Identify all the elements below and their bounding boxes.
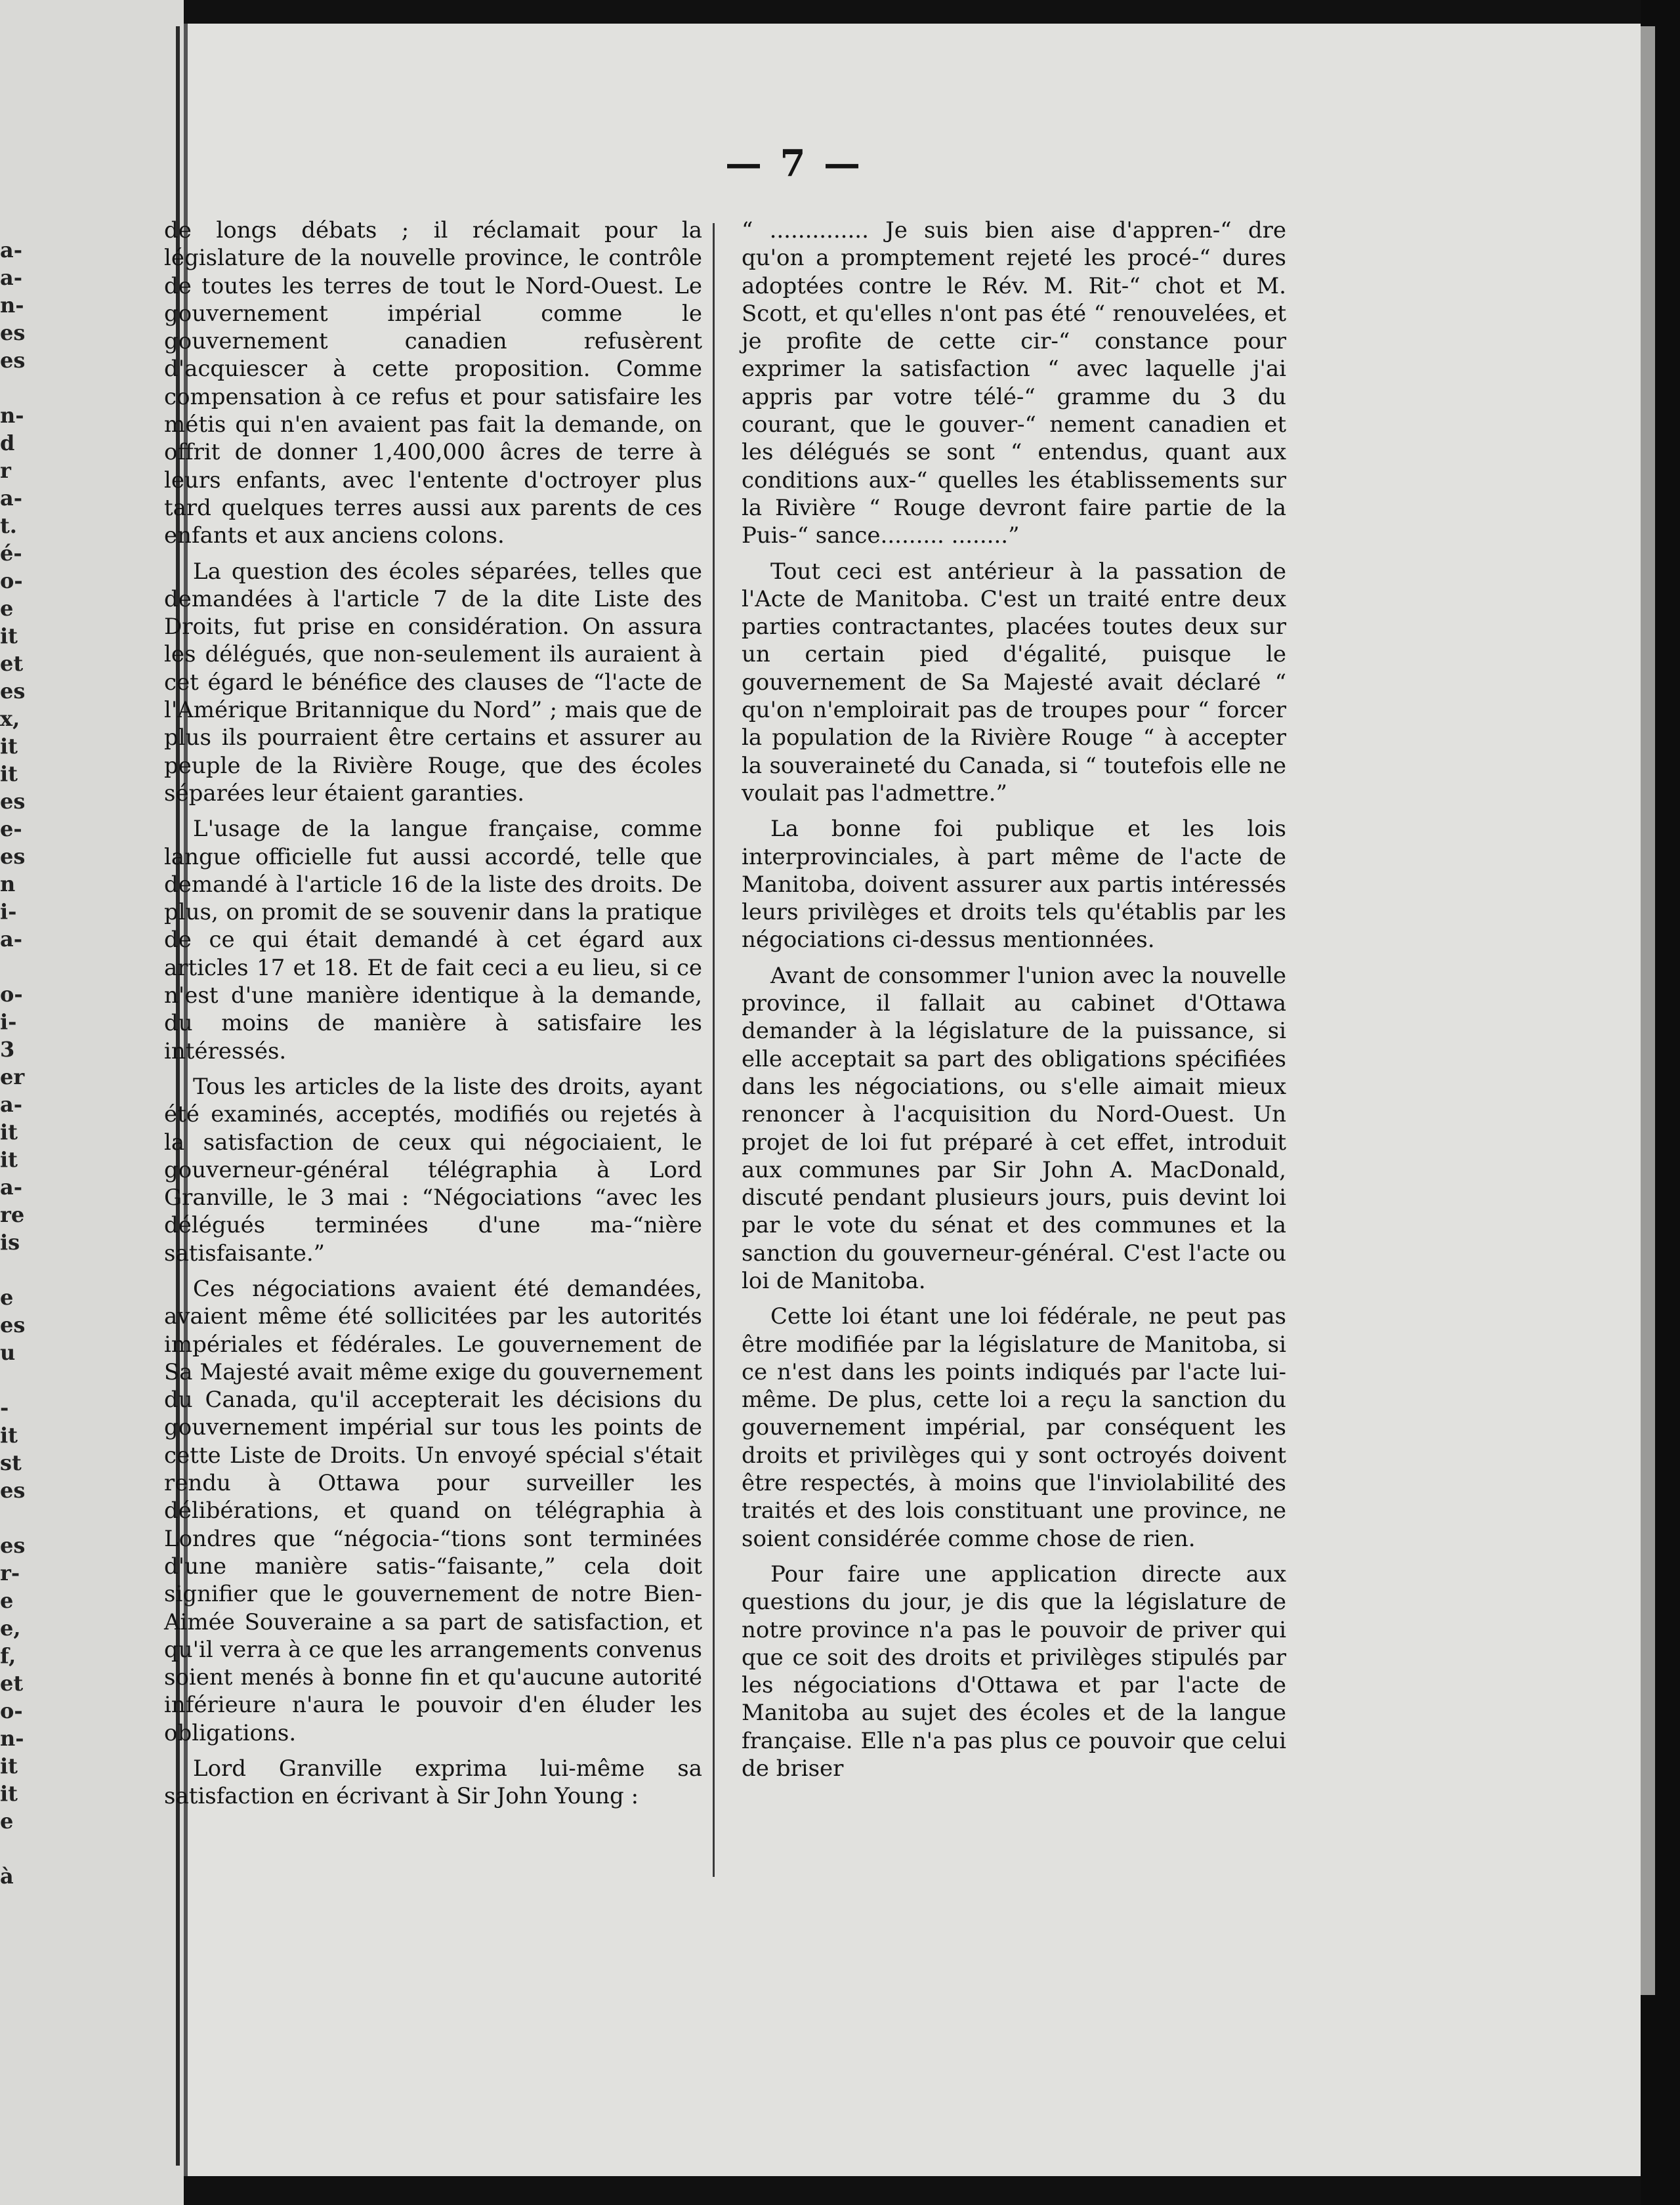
paragraph: Avant de consommer l'union avec la nouvelle province, il fallait au cabinet d'Ottawa demander à la législature de la puissance, si elle acceptait sa part des obligations spécifiées dans les négociations, ou s'elle aimait mieux renoncer à l'acquisition du Nord-Ouest. Un projet de loi fut préparé à cet effet, introduit aux communes par Sir John A. MacDonald, discuté pendant plusieurs jours, puis devint loi par le vote du sénat et des communes et la sanction du gouverneur-général. C'est l'acte ou loi de Manitoba. (742, 962, 1286, 1294)
paragraph: Lord Granville exprima lui-même sa satisfaction en écrivant à Sir John Young : (164, 1755, 702, 1810)
paragraph: Tous les articles de la liste des droits, ayant été examinés, acceptés, modifiés ou rejetés à la satisfaction de ceux qui négociaient, le gouverneur-général télégraphia à Lord Granville, le 3 mai : “Négociations “avec les délégués terminées d'une ma-“nière satisfaisante.” (164, 1073, 702, 1267)
paragraph: Pour faire une application directe aux questions du jour, je dis que la législature de notre province n'a pas le pouvoir de priver qui que ce soit des droits et privilèges stipulés par les négociations d'Ottawa et par l'acte de Manitoba au sujet des écoles et de la langue française. Elle n'a pas plus ce pouvoir que celui de briser (742, 1561, 1286, 1782)
paragraph: La question des écoles séparées, telles que demandées à l'article 7 de la dite Liste des Droits, fut prise en considération. On assura les délégués, que non-seulement ils auraient à cet égard le bénéfice des clauses de “l'acte de l'Amérique Britannique du Nord” ; mais que de plus ils pourraient être certains et assurer au peuple de la Rivière Rouge, que des écoles séparées leur étaient garanties. (164, 558, 702, 807)
quoted-letter: “ .............. Je suis bien aise d'appren-“ dre qu'on a promptement rejeté les procé-“ dures adoptées contre le Rév. M. Rit-“ chot et M. Scott, et qu'elles n'ont pas été “ renouvelées, et je profite de cette cir-“ constance pour exprimer la satisfaction “ avec laquelle j'ai appris par votre télé-“ gramme du 3 du courant, que le gouver-“ nement canadien et les délégués se sont “ entendus, quant aux conditions aux-“ quelles les établissements sur la Rivière “ Rouge devront faire partie de la Puis-“ sance......... ........” (742, 217, 1286, 549)
facing-page-edge (0, 0, 184, 2205)
next-page-strip (1641, 26, 1655, 1995)
paragraph: Ces négociations avaient été demandées, avaient même été sollicitées par les autorités impériales et fédérales. Le gouvernement de Sa Majesté avait même exige du gouvernement du Canada, qu'il accepterait les décisions du gouvernement impérial sur tous les points de cette Liste de Droits. Un envoyé spécial s'était rendu à Ottawa pour surveiller les délibérations, et quand on télégraphia à Londres que “négocia-“tions sont terminées d'une manière satis-“faisante,” cela doit signifier que le gouvernement de notre Bien-Aimée Souveraine a sa part de satisfaction, et qu'il verra à ce que les arrangements convenus soient menés à bonne fin et qu'aucune autorité inférieure n'aura le pouvoir d'en éluder les obligations. (164, 1275, 702, 1746)
paragraph: L'usage de la langue française, comme langue officielle fut aussi accordé, telle que demandé à l'article 16 de la liste des droits. De plus, on promit de se souvenir dans la pratique de ce qui était demandé à cet égard aux articles 17 et 18. Et de fait ceci a eu lieu, si ce n'est d'une manière identique à la demande, du moins de manière à satisfaire les intéressés. (164, 816, 702, 1064)
paragraph: La bonne foi publique et les lois interprovinciales, à part même de l'acte de Manitoba, doivent assurer aux partis intéressés leurs privilèges et droits tels qu'établis par les négociations ci-dessus mentionnées. (742, 816, 1286, 954)
facing-page-text-fragments: a- a- n- es es n- d r a- t. é- o- e it et es x, it it es e- es n i- a- o- i- 3 er a- it it a- re is e es u - it st es es r- e e, f, et o- n- it it e à (0, 238, 26, 1889)
column-divider (713, 223, 715, 1877)
left-column (164, 217, 702, 1818)
right-column (742, 217, 1286, 1790)
paragraph: Cette loi étant une loi fédérale, ne peut pas être modifiée par la législature de Manitoba, si ce n'est dans les points indiqués par l'acte lui-même. De plus, cette loi a reçu la sanction du gouvernement impérial, par conséquent les droits et privilèges qui y sont octroyés doivent être respectés, à moins que l'inviolabilité des traités et des lois constituant une province, ne soient considérée comme chose de rien. (742, 1303, 1286, 1552)
paragraph: Tout ceci est antérieur à la passation de l'Acte de Manitoba. C'est un traité entre deux parties contractantes, placées toutes deux sur un certain pied d'égalité, puisque le gouvernement de Sa Majesté avait déclaré “ qu'on n'emploirait pas de troupes pour “ forcer la population de la Rivière Rouge “ à accepter la souveraineté du Canada, si “ toutefois elle ne voulait pas l'admettre.” (742, 558, 1286, 807)
paragraph: de longs débats ; il réclamait pour la législature de la nouvelle province, le contrôle de toutes les terres de tout le Nord-Ouest. Le gouvernement impérial comme le gouvernement canadien refusèrent d'acquiescer à cette proposition. Comme compensation à ce refus et pour satisfaire les métis qui n'en avaient pas fait la demande, on offrit de donner 1,400,000 âcres de terre à leurs enfants, avec l'entente d'octroyer plus tard quelques terres aussi aux parents de ces enfants et aux anciens colons. (164, 217, 702, 549)
right-scan-edge (1641, 0, 1680, 2205)
page-number: — 7 — (725, 142, 863, 185)
